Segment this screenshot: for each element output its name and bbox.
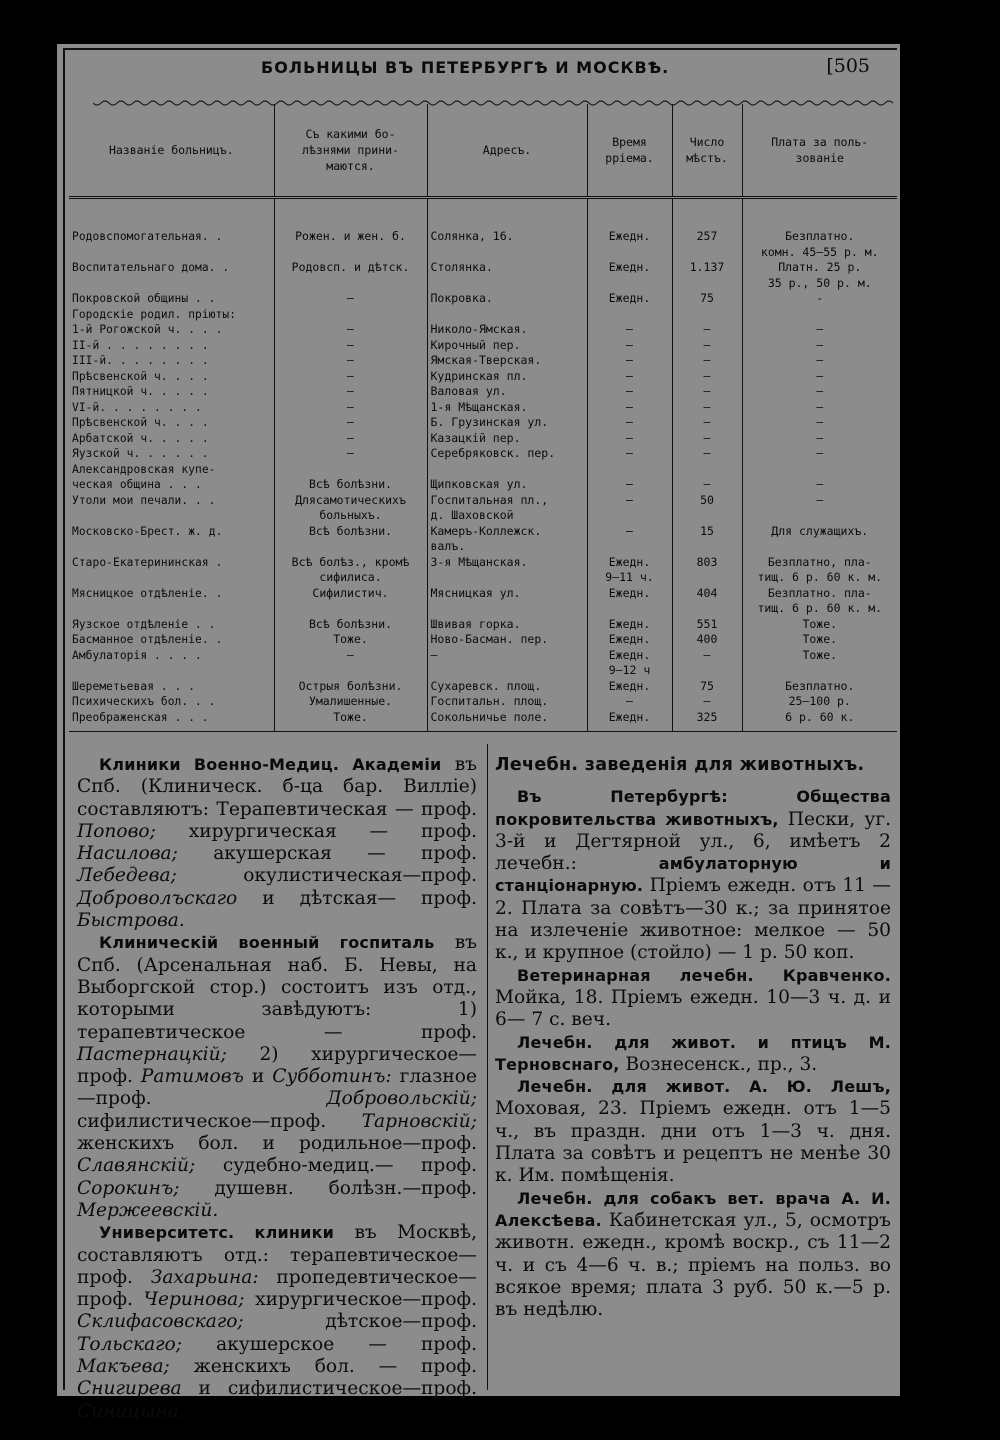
table-cell: —	[742, 415, 897, 431]
table-cell: Казацкій пер.	[427, 431, 587, 447]
table-cell: Серебряковск. пер.	[427, 446, 587, 462]
table-cell: Тоже.	[742, 648, 897, 679]
table-cell: Безплатно.	[742, 679, 897, 695]
professor-name: Склифасовскаго;	[77, 1311, 244, 1333]
table-cell: Умалишенные.	[274, 694, 427, 710]
table-row	[69, 462, 897, 493]
text: въ Спб. (Арсенальная наб. Б. Невы, на Выборгской стор.) состоитъ изъ отд., которыми завѣдуютъ: 1) терапевтическое — проф.	[77, 932, 478, 1043]
table-row	[69, 322, 897, 338]
table-cell: Ежедн.	[587, 586, 672, 617]
table-row	[69, 307, 897, 323]
table-cell: —	[672, 415, 742, 431]
table-cell: Ежедн.	[587, 632, 672, 648]
table-cell: —	[672, 353, 742, 369]
table-cell: 6 р. 60 к.	[742, 710, 897, 732]
entry-title: Клиническій военный госпиталь	[99, 933, 435, 953]
table-cell: Ежедн. 9—12 ч	[587, 648, 672, 679]
table-cell: —	[587, 369, 672, 385]
text: и дѣтская— проф.	[237, 887, 477, 909]
table-row	[69, 555, 897, 586]
table-cell: Госпитальн. площ.	[427, 694, 587, 710]
professor-name: Мержеевскій.	[77, 1199, 219, 1221]
text: дѣтское—проф.	[243, 1311, 477, 1333]
table-cell: —	[742, 462, 897, 493]
column-header: Съ какими бо- лѣзнями прини- маются.	[274, 104, 427, 198]
table-cell: Платн. 25 р. 35 р., 50 р. м.	[742, 260, 897, 291]
paragraph-ternovsky	[495, 1032, 891, 1077]
table-cell: Безплатно. комн. 45—55 р. м.	[742, 198, 897, 261]
table-cell: Кирочный пер.	[427, 338, 587, 354]
table-cell: —	[274, 648, 427, 679]
table-cell: Ново-Басман. пер.	[427, 632, 587, 648]
table-cell: 75	[672, 679, 742, 695]
table-cell: —	[274, 415, 427, 431]
text: сифилистическое—проф.	[77, 1110, 362, 1132]
entry-title: Ветеринарная лечебн. Кравченко.	[517, 965, 891, 985]
running-title: БОЛЬНИЦЫ ВЪ ПЕТЕРБУРГѢ И МОСКВѢ.	[261, 58, 670, 77]
text: Пески, уг. 3-й и Дегтярной ул., 6, имѣетъ 2 лечебн.:	[495, 808, 891, 875]
table-cell: Тоже.	[742, 632, 897, 648]
table-cell	[672, 307, 742, 323]
table-cell: —	[742, 322, 897, 338]
professor-name: Пастернацкій;	[77, 1043, 227, 1065]
professor-name: Лебедева;	[77, 865, 177, 887]
table-cell: Всѣ болѣз., кромѣ сифилиса.	[274, 555, 427, 586]
table-cell: —	[274, 353, 427, 369]
entry-title: Лечебн. для живот. А. Ю. Лешъ,	[517, 1077, 891, 1097]
hospitals-table	[69, 104, 897, 732]
table-cell: Для служащихъ.	[742, 524, 897, 555]
table-cell: Острыя болѣзни.	[274, 679, 427, 695]
entry-title: Лечебн. для живот. и птицъ М. Терновснаго,	[495, 1032, 891, 1074]
table-row	[69, 617, 897, 633]
page-number: [505	[826, 55, 870, 77]
table-cell: 400	[672, 632, 742, 648]
table-cell: —	[427, 648, 587, 679]
table-cell: Городскіе родил. пріюты:	[72, 307, 237, 321]
table-cell: Мясницкое отдѣленіе. .	[72, 586, 223, 600]
table-cell: —	[742, 369, 897, 385]
table-cell: Б. Грузинская ул.	[427, 415, 587, 431]
paragraph-animal-protection-society	[495, 786, 891, 964]
paragraph-alekseev	[495, 1188, 891, 1322]
text: Мойка, 18. Пріемъ ежедн. 10—3 ч. д. и 6— 7 с. веч.	[495, 986, 891, 1031]
text: окулистическая—проф.	[176, 865, 477, 887]
table-cell: 404	[672, 586, 742, 617]
table-cell: —	[274, 446, 427, 462]
table-cell: II-й . . . . . . . .	[72, 338, 209, 352]
entry-title: Университетс. клиники	[99, 1223, 335, 1243]
table-cell: Николо-Ямская.	[427, 322, 587, 338]
table-cell: —	[274, 291, 427, 307]
professor-name: Славянскій;	[77, 1155, 196, 1177]
running-header	[63, 55, 897, 88]
table-cell: —	[274, 384, 427, 400]
table-cell: Александровская купе- ческая община . . .	[72, 462, 216, 491]
table-cell: Тоже.	[742, 617, 897, 633]
text: въ Спб. (Клиническ. б-ца бар. Виллie) составляютъ: Терапевтическая — проф.	[77, 754, 477, 820]
professor-name: Попово;	[77, 820, 156, 842]
table-cell: —	[274, 369, 427, 385]
table-cell: -	[742, 291, 897, 307]
professor-name: Снигирева	[77, 1378, 182, 1400]
text: судебно-медиц.— проф.	[195, 1155, 477, 1177]
professor-name: Доброволъскаго	[77, 887, 238, 909]
table-cell: —	[672, 384, 742, 400]
table-cell: Арбатской ч. . . . .	[72, 431, 209, 445]
entry-title: Клиники Военно-Медиц. Академіи	[99, 755, 442, 774]
table-row	[69, 586, 897, 617]
table-cell: 257	[672, 198, 742, 261]
column-header: Названіе больницъ.	[69, 104, 274, 198]
table-cell: —	[587, 338, 672, 354]
table-cell: Кудринская пл.	[427, 369, 587, 385]
left-text-column	[77, 754, 477, 1423]
entry-emphasis: амбулаторную и станціонарную.	[495, 854, 891, 896]
table-cell: —	[274, 338, 427, 354]
text: хирургическое—проф.	[244, 1289, 477, 1311]
table-cell: —	[742, 353, 897, 369]
table-cell: Ежедн. 9—11 ч.	[587, 555, 672, 586]
text: душевн. болѣзн.—проф.	[179, 1177, 477, 1199]
table-cell: Сокольничье поле.	[427, 710, 587, 732]
text: Пріемъ ежедн. отъ 11 — 2. Плата за совѣтъ—30 к.; за принятое на излеченіе животное: мелкое — 50 к., и крупное (стойло) — 1 р. 50 коп.	[495, 875, 891, 964]
table-cell	[587, 307, 672, 323]
table-cell: —	[742, 431, 897, 447]
right-text-column	[495, 754, 891, 1321]
text: и сифилистическое—проф.	[181, 1378, 477, 1400]
professor-name: Сорокинъ;	[77, 1177, 180, 1199]
table-cell: Сифилистич.	[274, 586, 427, 617]
professor-name: Насилова;	[77, 843, 178, 865]
table-cell: —	[274, 322, 427, 338]
paragraph-university-clinics	[77, 1222, 477, 1423]
table-cell: Камеръ-Коллежск. валъ.	[427, 524, 587, 555]
table-cell: Безплатно, пла- тищ. 6 р. 60 к. м.	[742, 555, 897, 586]
column-header: Адресъ.	[427, 104, 587, 198]
table-row	[69, 431, 897, 447]
table-cell: Ежедн.	[587, 260, 672, 291]
table-cell: Длясамотическихъ больныхъ.	[274, 493, 427, 524]
table-row	[69, 260, 897, 291]
text: женскихъ бол. — проф.	[169, 1356, 477, 1378]
text: въ Москвѣ, составляютъ отд.: терапевтическое—проф.	[77, 1222, 477, 1288]
table-cell: 25—100 р.	[742, 694, 897, 710]
table-cell: —	[587, 415, 672, 431]
table-cell: —	[672, 338, 742, 354]
table-cell: Ежедн.	[587, 617, 672, 633]
table-cell: —	[672, 446, 742, 462]
table-cell: 325	[672, 710, 742, 732]
table-row	[69, 648, 897, 679]
paragraph-lesh	[495, 1076, 891, 1187]
table-cell: Ежедн.	[587, 679, 672, 695]
table-cell: Ежедн.	[587, 710, 672, 732]
table-cell: Всѣ болѣзни.	[274, 524, 427, 555]
paragraph-military-clinics	[77, 754, 477, 932]
table-body	[69, 198, 897, 732]
table-row	[69, 291, 897, 307]
table-cell: Психическихъ бол. . .	[72, 695, 216, 708]
table-row	[69, 198, 897, 261]
table-cell: —	[672, 400, 742, 416]
table-cell: Всѣ болѣзни.	[274, 462, 427, 493]
table-cell: Столянка.	[427, 260, 587, 291]
table-cell: Всѣ болѣзни.	[274, 617, 427, 633]
table-cell: Яузское отдѣленіе . .	[72, 617, 216, 631]
table-cell: —	[587, 462, 672, 493]
table-cell: —	[742, 338, 897, 354]
table-cell: —	[587, 446, 672, 462]
professor-name: Быстрова.	[77, 910, 185, 932]
table-row	[69, 493, 897, 524]
table-cell: VI-й. . . . . . . .	[72, 400, 202, 414]
table-row	[69, 524, 897, 555]
table-header-row	[69, 104, 897, 198]
table-row	[69, 384, 897, 400]
professor-name: Добровольскій;	[326, 1088, 477, 1110]
table-cell: —	[672, 462, 742, 493]
text: и	[243, 1066, 273, 1088]
table-cell: —	[742, 446, 897, 462]
table-cell: III-й. . . . . . . .	[72, 354, 209, 367]
entry-title: Въ Петербургѣ: Общества покровительства животныхъ,	[495, 787, 891, 829]
table-cell: —	[587, 694, 672, 710]
table-cell: —	[587, 431, 672, 447]
table-cell: Шереметьевая . . .	[72, 679, 196, 693]
table-cell: Щипковская ул.	[427, 462, 587, 493]
table-cell: —	[742, 493, 897, 524]
table-row	[69, 400, 897, 416]
table-cell: —	[587, 524, 672, 555]
table-cell: —	[274, 431, 427, 447]
section-heading: Лечебн. заведенія для животныхъ.	[495, 755, 865, 775]
table-cell: 551	[672, 617, 742, 633]
table-cell: —	[587, 353, 672, 369]
table-cell: —	[672, 322, 742, 338]
professor-name: Тольскаго;	[77, 1333, 183, 1355]
table-cell: —	[742, 384, 897, 400]
table-cell: 1-я Мѣщанская.	[427, 400, 587, 416]
table-cell: Родовспомогательная. .	[72, 230, 223, 243]
text: хирургическая — проф.	[155, 820, 477, 842]
table-cell: 50	[672, 493, 742, 524]
table-cell: —	[672, 648, 742, 679]
frame-rule-left	[63, 48, 65, 1390]
table-cell: Безплатно. пла- тищ. 6 р. 60 к. м.	[742, 586, 897, 617]
professor-name: Макъева;	[77, 1356, 170, 1378]
table-cell: Тоже.	[274, 710, 427, 732]
table-row	[69, 338, 897, 354]
table-cell: —	[587, 493, 672, 524]
document-page	[57, 44, 900, 1422]
column-header: Время pріема.	[587, 104, 672, 198]
text: глазное—проф.	[77, 1066, 477, 1110]
table-row	[69, 710, 897, 732]
table-cell: —	[274, 400, 427, 416]
column-divider	[487, 744, 488, 1390]
table-cell: Утоли мои печали. . .	[72, 493, 216, 507]
table-row	[69, 415, 897, 431]
table-cell: Преображенская . . .	[69, 710, 274, 732]
table-cell: —	[587, 400, 672, 416]
table-row	[69, 369, 897, 385]
table-cell: Ямская-Тверская.	[427, 353, 587, 369]
professor-name: Субботинъ:	[272, 1066, 392, 1088]
text: женскихъ бол. и родильное—проф.	[77, 1133, 477, 1155]
table-cell: 15	[672, 524, 742, 555]
table-cell: Прѣсвенской ч. . . .	[72, 416, 209, 429]
table-cell: —	[672, 431, 742, 447]
table-cell: Швивая горка.	[427, 617, 587, 633]
table-row	[69, 353, 897, 369]
table-cell: Солянка, 16.	[427, 198, 587, 261]
table-row	[69, 694, 897, 710]
table-cell: 3-я Мѣщанская.	[427, 555, 587, 586]
table-cell: Московско-Брест. ж. д.	[72, 524, 223, 538]
table-row	[69, 632, 897, 648]
text: 2) хирургическое—проф.	[77, 1043, 477, 1088]
text: акушерское — проф.	[182, 1333, 477, 1355]
table-cell	[427, 307, 587, 323]
table-cell: —	[672, 369, 742, 385]
table-cell: —	[742, 400, 897, 416]
text: акушерская — проф.	[177, 843, 477, 865]
professor-name: Синицына.	[77, 1400, 185, 1422]
table-cell: —	[587, 384, 672, 400]
entry-title: Лечебн. для собакъ вет. врача А. И. Алексѣева.	[495, 1188, 891, 1230]
frame-rule-top	[63, 48, 897, 50]
column-header: Плата за поль- зованіе	[742, 104, 897, 198]
table-cell: Басманное отдѣленіе. .	[72, 633, 223, 646]
table-cell: Мясницкая ул.	[427, 586, 587, 617]
table-cell: 75	[672, 291, 742, 307]
table-cell: Валовая ул.	[427, 384, 587, 400]
table-cell: Тоже.	[274, 632, 427, 648]
table-cell: Ежедн.	[587, 291, 672, 307]
table-cell: Рожен. и жен. б.	[274, 198, 427, 261]
table-cell: Покровка.	[427, 291, 587, 307]
table-cell: Пятницкой ч. . . . .	[72, 385, 209, 398]
table-cell: 803	[672, 555, 742, 586]
professor-name: Ратимовъ	[140, 1066, 244, 1088]
text: Моховая, 23. Пріемъ ежедн. отъ 1—5 ч., въ праздн. дни отъ 1—3 ч. дня. Плата за совѣтъ и рецептъ не менѣе 30 к. Им. помѣщенія.	[495, 1098, 891, 1187]
table-cell: Родовсп. и дѣтск.	[274, 260, 427, 291]
table-cell: Сухаревск. площ.	[427, 679, 587, 695]
paragraph-kravchenko	[495, 965, 891, 1032]
table-cell: Прѣсвенской ч. . . .	[72, 369, 209, 383]
table-cell: Ежедн.	[587, 198, 672, 261]
table-cell: Старо-Екатерининская .	[72, 555, 223, 569]
professor-name: Тарновскій;	[361, 1110, 477, 1132]
professor-name: Захарьина:	[150, 1266, 259, 1288]
table-row	[69, 446, 897, 462]
table-cell: —	[587, 322, 672, 338]
table-cell: Покровской общины . .	[72, 292, 216, 305]
table-cell: Амбулаторія . . . .	[72, 648, 202, 662]
table-cell: Госпитальная пл., д. Шаховской	[427, 493, 587, 524]
text: пропедевтическое—проф.	[77, 1266, 477, 1311]
table-cell: Яузской ч. . . . . .	[72, 447, 209, 460]
text: Вознесенск., пр., 3.	[619, 1053, 818, 1075]
table-cell	[742, 307, 897, 323]
table-cell: 1.137	[672, 260, 742, 291]
text: Кабинетская ул., 5, осмотръ животн. ежедн., кромѣ воскр., съ 11—2 ч. и съ 4—6 ч. в.; пріемъ на польз. во всякое время; плата 3 руб. 50 к.—5 р. въ недѣлю.	[495, 1209, 891, 1321]
table-row	[69, 679, 897, 695]
column-header: Число мѣстъ.	[672, 104, 742, 198]
paragraph-military-hospital	[77, 932, 477, 1222]
table-cell: Воспитательнаго дома. .	[72, 261, 230, 274]
professor-name: Черинова;	[143, 1289, 245, 1311]
table-cell	[274, 307, 427, 323]
table-cell: 1-й Рогожской ч. . . .	[72, 323, 223, 336]
table-cell: —	[672, 694, 742, 710]
